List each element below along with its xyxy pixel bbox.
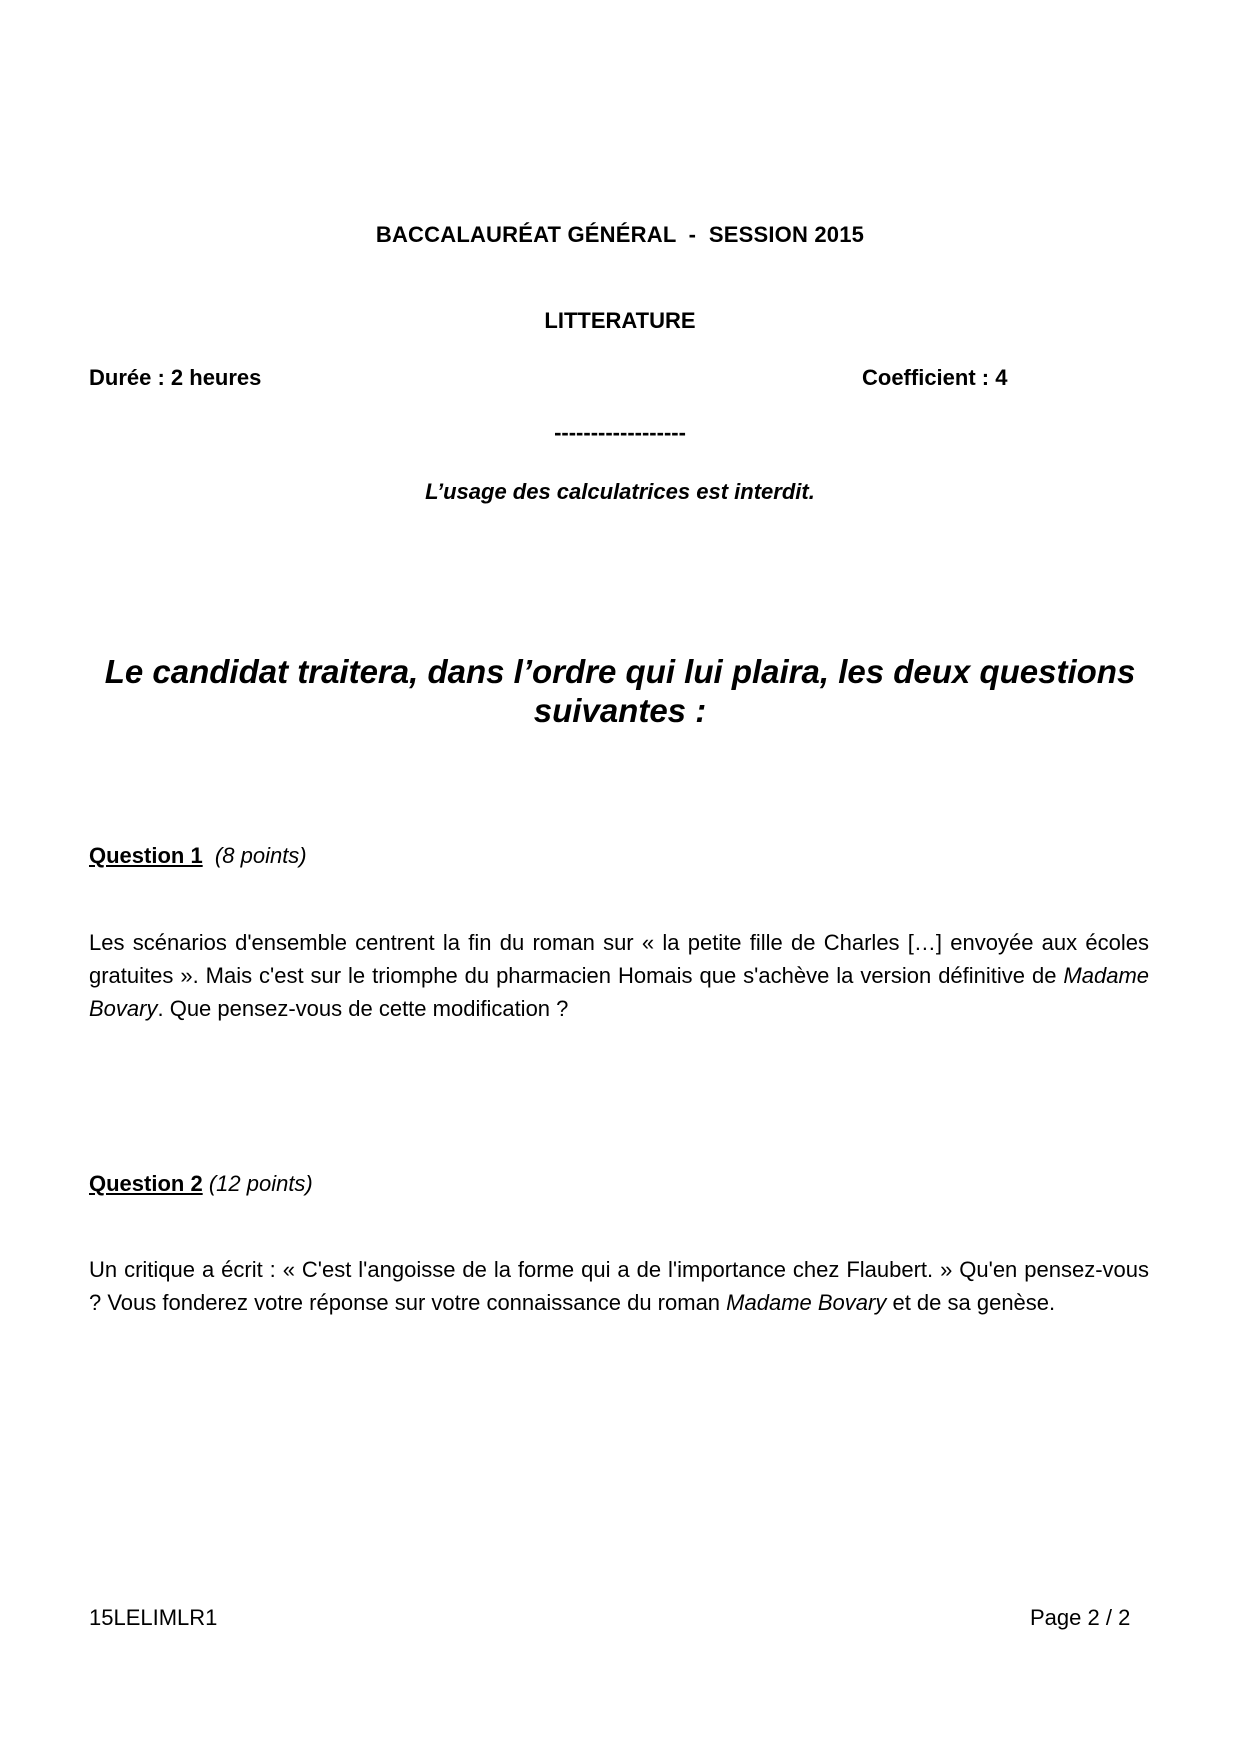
question-2-points: (12 points) xyxy=(208,1171,313,1196)
question-2-text-part1: Un critique a écrit : « C'est l'angoisse de la forme qui a de l'importance chez Flaubert. » Qu'en pensez-vous ? Vous fonderez votre réponse sur votre connaissance du roman xyxy=(89,1257,1149,1315)
question-1-text-part1: Les scénarios d'ensemble centrent la fin du roman sur « la petite fille de Charles […] envoyée aux écoles gratuites ». Mais c'est sur le triomphe du pharmacien Homais que s'achève la version définitive de xyxy=(89,930,1149,988)
footer-page-number: Page 2 / 2 xyxy=(1030,1605,1131,1630)
question-1-text xyxy=(89,926,1149,1025)
separator-line: ------------------ xyxy=(554,420,686,445)
footer-exam-code: 15LELIMLR1 xyxy=(89,1605,218,1630)
question-2-text xyxy=(89,1253,1149,1319)
question-2-text-part2: et de sa genèse. xyxy=(886,1290,1056,1315)
duration-label: Durée : 2 heures xyxy=(89,365,262,390)
question-1-label: Question 1 xyxy=(89,843,203,868)
candidate-instruction: Le candidat traitera, dans l’ordre qui lui plaira, les deux questions suivantes : xyxy=(104,653,1136,729)
coefficient-label: Coefficient : 4 xyxy=(862,365,1008,390)
question-1-points: (8 points) xyxy=(214,843,307,868)
question-2-heading xyxy=(89,1171,313,1197)
exam-title: BACCALAURÉAT GÉNÉRAL - SESSION 2015 xyxy=(375,222,865,247)
subject-title: LITTERATURE xyxy=(544,308,696,333)
calculator-note: L’usage des calculatrices est interdit. xyxy=(425,479,815,504)
question-1-heading xyxy=(89,843,307,869)
question-1-book-title: Madame Bovary xyxy=(89,963,1149,1021)
question-1-text-part2: . Que pensez-vous de cette modification ? xyxy=(157,996,569,1021)
question-2-book-title: Madame Bovary xyxy=(726,1290,887,1315)
question-2-label: Question 2 xyxy=(89,1171,203,1196)
